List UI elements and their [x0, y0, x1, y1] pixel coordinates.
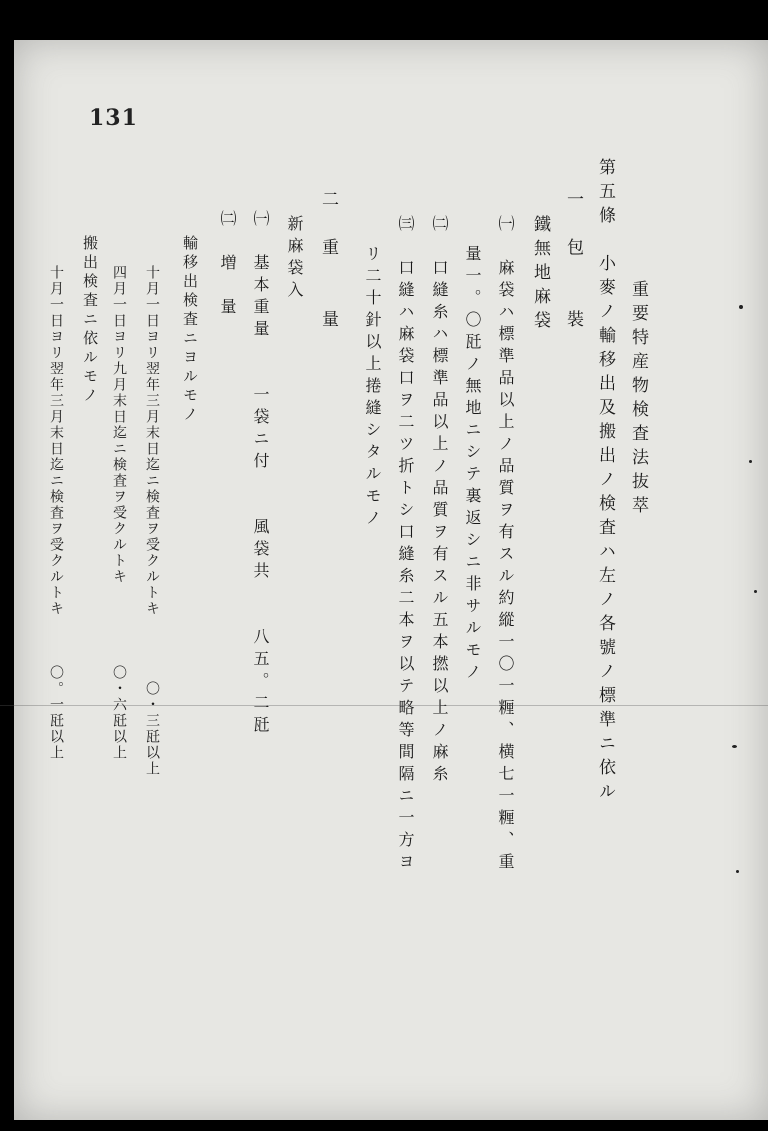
paper-speck	[754, 590, 757, 593]
item-3-line-1: ㈢ 口縫ハ麻袋口ヲ二ツ折トシ口縫糸二本ヲ以テ略等間隔ニ一方ヨ	[396, 215, 415, 875]
section-1-heading: 一 包 裝	[563, 190, 583, 334]
page-number: 131	[89, 105, 138, 131]
shipment-oct-mar-line: 十月一日ヨリ翌年三月末日迄ニ検査ヲ受クルトキ 〇。一瓩以上	[48, 265, 64, 761]
item-1-line-1: ㈠ 麻袋ハ標準品以上ノ品質ヲ有スル約縱一〇一糎、横七一糎、重	[496, 215, 515, 875]
export-inspection-heading: 輸移出検査ニヨルモノ	[181, 235, 199, 425]
export-oct-mar-line: 十月一日ヨリ翌年三月末日迄ニ検査ヲ受クルトキ 〇・三瓩以上	[144, 265, 160, 777]
shipment-inspection-heading: 搬出検査ニ依ルモノ	[81, 235, 99, 406]
additional-weight-heading: ㈡ 増 量	[218, 210, 237, 320]
item-3-line-2: リ二十針以上捲縫シタルモノ	[363, 245, 382, 531]
paper-speck	[736, 870, 739, 873]
fold-line	[0, 705, 768, 706]
document-title: 重要特産物検査法抜萃	[628, 280, 648, 520]
paper-speck	[732, 745, 737, 748]
section-2-heading: 二 重 量	[318, 190, 338, 334]
document-page	[14, 40, 768, 1120]
paper-speck	[739, 305, 743, 309]
base-weight-line: ㈠ 基本重量 一袋ニ付 風袋共 八五。二瓩	[251, 210, 270, 738]
new-sack-heading: 新麻袋入	[285, 215, 304, 303]
export-apr-sep-line: 四月一日ヨリ九月末日迄ニ検査ヲ受クルトキ 〇・六瓩以上	[111, 265, 127, 761]
paper-speck	[749, 460, 752, 463]
item-2-line-1: ㈡ 口縫糸ハ標準品以上ノ品質ヲ有スル五本撚以上ノ麻糸	[430, 215, 449, 787]
subsection-heading: 鐵無地麻袋	[530, 215, 550, 335]
item-1-line-2: 量一。〇瓩ノ無地ニシテ裏返シニ非サルモノ	[463, 245, 482, 685]
article-5-heading: 第五條 小麥ノ輸移出及搬出ノ検査ハ左ノ各號ノ標準ニ依ル	[595, 158, 615, 806]
